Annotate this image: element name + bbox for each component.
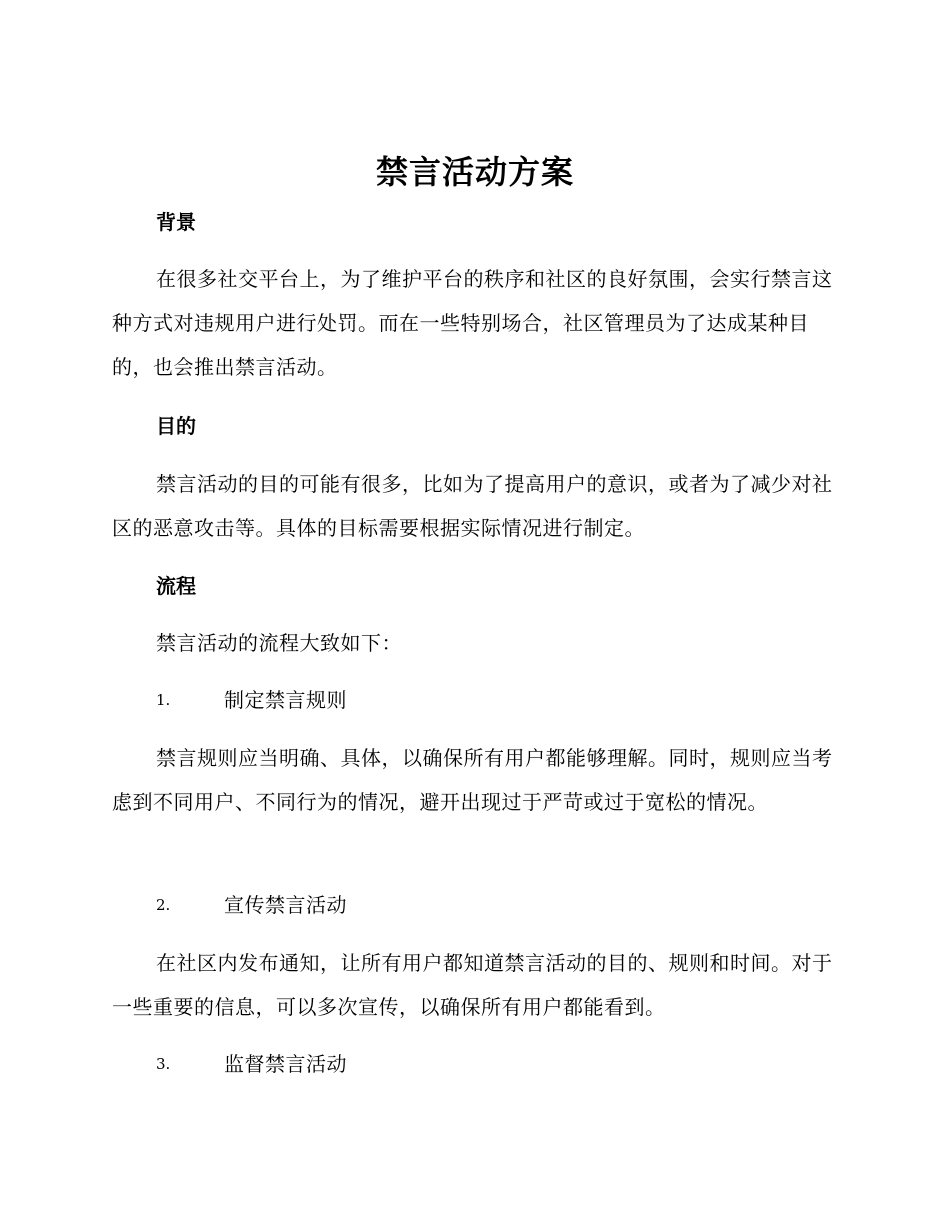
purpose-paragraph: 禁言活动的目的可能有很多，比如为了提高用户的意识，或者为了减少对社区的恶意攻击等。具体的目标需要根据实际情况进行制定。	[112, 472, 833, 540]
list-number: 2.	[156, 896, 171, 914]
list-item-title: 制定禁言规则	[224, 688, 347, 712]
list-item-title: 宣传禁言活动	[224, 893, 347, 917]
list-number: 1.	[156, 691, 171, 709]
background-paragraph: 在很多社交平台上，为了维护平台的秩序和社区的良好氛围，会实行禁言这种方式对违规用户进行处罚。而在一些特别场合，社区管理员为了达成某种目的，也会推出禁言活动。	[112, 267, 833, 379]
section-heading-background: 背景	[156, 210, 196, 234]
step-2-paragraph: 在社区内发布通知，让所有用户都知道禁言活动的目的、规则和时间。对于一些重要的信息，可以多次宣传，以确保所有用户都能看到。	[112, 951, 833, 1019]
document-title: 禁言活动方案	[375, 153, 574, 191]
section-heading-process: 流程	[156, 574, 196, 598]
list-item-title: 监督禁言活动	[224, 1052, 347, 1076]
process-intro: 禁言活动的流程大致如下：	[156, 631, 402, 655]
step-1-paragraph: 禁言规则应当明确、具体，以确保所有用户都能够理解。同时，规则应当考虑到不同用户、不同行为的情况，避开出现过于严苛或过于宽松的情况。	[112, 746, 833, 814]
section-heading-purpose: 目的	[156, 414, 196, 438]
list-number: 3.	[156, 1055, 171, 1073]
